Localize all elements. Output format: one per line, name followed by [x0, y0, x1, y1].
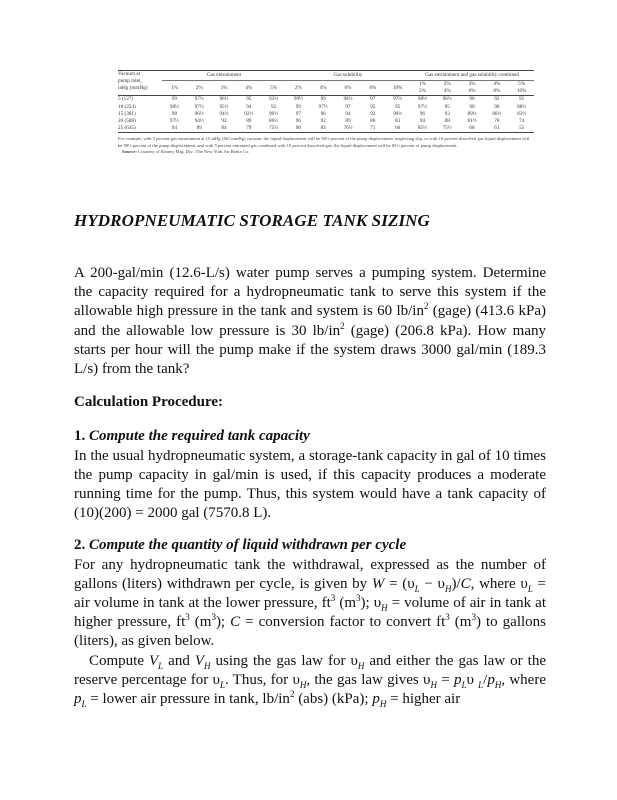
table-body: [118, 96, 534, 133]
value-cell: 93: [444, 110, 450, 117]
value-cell: 75½: [435, 125, 460, 133]
value-cell: 92: [221, 118, 227, 125]
value-cell: 98½: [343, 96, 353, 103]
value-cell: 83: [395, 118, 401, 125]
step-2-title: [74, 536, 546, 555]
value-cell: 96: [320, 110, 326, 117]
problem-statement: A 200-gal/min (12.6-L/s) water pump serves a pumping system. Determine the capacity required for a hydropneumatic tank to serve this system if the allowable high pressure in the tank and system is 60 $lb/in^2$ (gage) (413.6 kPa) and the allowable low pressure is 30 $lb/in^2$ (gage) (206.8 kPa). How many starts per hour will the pump make if the system draws 3000 gal/min (189.3 L/s) from the tank?: [74, 265, 547, 378]
value-cell: 97½: [417, 103, 427, 110]
table-row: [118, 125, 534, 133]
value-cell: 92: [370, 110, 376, 117]
value-cell: 81½: [467, 118, 477, 125]
column-header-row: [118, 81, 534, 96]
vacuum-cell: 20 (508): [118, 118, 136, 125]
value-cell: 79: [236, 125, 261, 133]
section-heading: HYDROPNEUMATIC STORAGE TANK SIZING: [74, 211, 430, 230]
table-footnote: [118, 136, 534, 155]
value-cell: 86½: [269, 118, 279, 125]
step-2-fragment: to gallons (liters), as given below.: [74, 614, 547, 650]
value-cell: 76½: [336, 125, 361, 133]
value-cell: 90½: [393, 110, 403, 117]
value-cell: 89: [187, 125, 212, 133]
column-header: 1% 2%: [410, 81, 435, 96]
value-cell: 94: [246, 103, 252, 110]
value-cell: 89: [246, 118, 252, 125]
step-2-gas-law-text: Compute $V_L$ and $V_H$ using the gas law for $\upsilon_H$ and either the gas law or the reserve percentage for $\upsilon_L$. Thus, for $\upsilon_H$, the gas law gives $\upsilon_H = p_L\upsilon$ $_L/p_H$, where $p_L$ = lower air pressure in tank, $lb/in^2$ (abs) (kPa); $p_H$ = higher air: [74, 652, 546, 710]
step-2-fragment: conversion factor to convert ft: [253, 614, 446, 631]
value-cell: 86½: [492, 110, 502, 117]
value-cell: 74: [519, 118, 525, 125]
column-header: 2%: [187, 81, 212, 96]
table-row: [118, 111, 534, 118]
column-header: 4%: [311, 81, 336, 96]
value-cell: 99½: [293, 96, 303, 103]
step-number: 2.: [74, 537, 89, 554]
value-cell: 92½: [244, 110, 254, 117]
value-cell: 89: [345, 118, 351, 125]
value-cell: 95: [444, 103, 450, 110]
value-cell: 83½: [517, 110, 527, 117]
calculation-procedure-title: Calculation Procedure:: [74, 394, 224, 411]
value-cell: 55: [509, 125, 534, 133]
column-header: 5%: [261, 81, 286, 96]
step-number: 1.: [74, 428, 89, 445]
value-cell: 94½: [194, 118, 204, 125]
value-cell: 84: [212, 125, 237, 133]
value-cell: 88½: [517, 103, 527, 110]
value-cell: 99: [320, 96, 326, 103]
value-cell: 98½: [417, 96, 427, 103]
value-cell: 97: [345, 103, 351, 110]
value-cell: 75½: [261, 125, 286, 133]
column-header: 5% 10%: [509, 81, 534, 96]
step-2-fragment: (abs) (kPa);: [294, 691, 373, 708]
value-cell: 97½: [393, 96, 403, 103]
problem-text: (gage) (413.6 kPa) and the allowable low pressure is 30 lb/in: [74, 303, 547, 339]
vacuum-cell: 15 (381): [118, 110, 136, 117]
vacuum-cell: 5 (127): [118, 96, 134, 103]
value-cell: 98½: [169, 103, 179, 110]
value-cell: 85½: [410, 125, 435, 133]
column-header: 6%: [336, 81, 361, 96]
group-header-combined: Gas entrainment and gas solubility combined: [410, 71, 534, 81]
value-cell: 97½: [318, 103, 328, 110]
vacuum-cell: 25 (635): [118, 125, 162, 133]
step-2-fragment: where: [509, 671, 546, 688]
value-cell: 92: [320, 118, 326, 125]
value-cell: 95½: [219, 103, 229, 110]
value-cell: 90: [494, 103, 500, 110]
vacuum-header: [118, 71, 162, 96]
value-cell: 95: [395, 103, 401, 110]
source-line: [118, 149, 534, 155]
table-row: [118, 118, 534, 125]
value-cell: 95: [370, 103, 376, 110]
table-row: [118, 104, 534, 111]
column-header: 3% 6%: [460, 81, 485, 96]
value-cell: 96½: [219, 96, 229, 103]
gas-table-block: [118, 70, 534, 155]
value-cell: 92: [494, 96, 500, 103]
value-cell: 97: [295, 110, 301, 117]
column-header: 2%: [286, 81, 311, 96]
value-cell: 94: [162, 125, 187, 133]
value-cell: 94: [345, 110, 351, 117]
step-2-fragment: lower air pressure in tank, lb/in: [98, 691, 290, 708]
value-cell: 89½: [467, 110, 477, 117]
value-cell: 94½: [219, 110, 229, 117]
value-cell: 90½: [269, 110, 279, 117]
problem-text: A 200-gal/min (12.6-L/s) water pump serves a pumping system. Determine the capacity required for a hydropneumatic tank to serve this system if the allowable high pressure in the tank and system is 60 lb/in: [74, 265, 546, 320]
source-text: Courtesy of Kinney Mfg. Div., The New York Air Brake Co.: [138, 148, 250, 154]
value-cell: 97: [370, 96, 376, 103]
value-cell: 71: [360, 125, 385, 133]
vacuum-header-line: Vacuum at: [118, 71, 141, 77]
body-text: [74, 264, 546, 709]
value-cell: 93½: [269, 96, 279, 103]
step-2-fragment: using the gas law for: [210, 652, 351, 669]
step-2-fragment: . Thus, for: [224, 671, 293, 688]
value-cell: 96: [295, 118, 301, 125]
step-2-fragment: higher air: [398, 691, 461, 708]
column-header: 4% 8%: [484, 81, 509, 96]
value-cell: 96: [469, 96, 475, 103]
step-2-fragment: , the gas law gives: [306, 671, 424, 688]
value-cell: 99: [295, 103, 301, 110]
step-2-fragment: volume of air in tank at higher pressure, ft: [74, 595, 546, 631]
value-cell: 88: [444, 118, 450, 125]
vacuum-header-line: inHg (mmHg): [118, 85, 148, 92]
value-cell: 96: [419, 110, 426, 117]
vacuum-header-line: pump inlet,: [118, 78, 142, 85]
vacuum-cell: 10 (254): [118, 103, 136, 110]
group-header-entrainment: Gas entrainment: [162, 71, 286, 81]
value-cell: 83: [311, 125, 336, 133]
value-cell: 97½: [169, 118, 179, 125]
value-cell: 92: [270, 103, 277, 110]
value-cell: 95: [246, 96, 252, 103]
column-header: 10%: [385, 81, 410, 96]
value-cell: 96½: [442, 96, 452, 103]
step-title-text: Compute the required tank capacity: [89, 428, 310, 445]
footnote-text: For example, with 5 percent gas entrainment at 15 inHg (381 mmHg) vacuum, the liquid displacement will be 90½ percent of the pump displacement, neglecting slip, or with 10 percent dissolved gas liquid displacement will be 90½ percent of the pump displacement; and with 5 percent entrained gas combined with 10 percent dissolved gas, the liquid displacement will be 83½ percent of pump displacement.: [118, 136, 530, 148]
column-header: 3%: [212, 81, 237, 96]
group-header-solubility: Gas solubility: [286, 71, 410, 81]
value-cell: 66: [385, 125, 410, 133]
step-2-fragment: Compute: [89, 652, 149, 669]
step-2-fragment: and either the gas law or the reserve percentage for: [74, 652, 546, 688]
value-cell: 96½: [194, 110, 204, 117]
value-cell: 91: [519, 96, 525, 103]
table-row: [118, 96, 534, 104]
column-header: 8%: [360, 81, 385, 96]
column-header: 1%: [162, 81, 187, 96]
value-cell: 90: [286, 125, 311, 133]
problem-text: (gage) (206.8 kPa). How many starts per hour will the pump make if the system draws 3000 gal/min (189.3 L/s) from the tank?: [74, 322, 546, 378]
gas-entrainment-table: [118, 70, 534, 133]
step-1-title: [74, 427, 546, 446]
step-1-text: In the usual hydropneumatic system, a storage-tank capacity in gal of 10 times the pump capacity in gal/min is used, if this capacity produces a moderate running time for the pump. Thus, this system would have a tank capacity of (10)(200) = 2000 gal (7570.8 L).: [74, 447, 546, 522]
step-2-fragment: air volume in tank at the lower pressure, ft: [74, 595, 331, 612]
value-cell: 98: [171, 110, 177, 117]
value-cell: 61: [484, 125, 509, 133]
step-2-text: For any hydropneumatic tank the withdrawal, expressed as the number of gallons (liters) withdrawn per cycle, is given by $W = (\upsilon_L - \upsilon_H)/C$, where $\upsilon_L$ = air volume in tank at the lower pressure, $ft^3$ $(m^3)$; $\upsilon_H$ = volume of air in tank at higher pressure, $ft^3$ $(m^3)$; C = conversion factor to convert $ft^3$ $(m^3)$ to gallons (liters), as given below.: [74, 556, 547, 650]
value-cell: 97½: [194, 103, 204, 110]
value-cell: 78: [494, 118, 500, 125]
step-2-fragment: For any hydropneumatic tank the withdrawal, expressed as the number of gallons (liters) withdrawn per cycle, is given by: [74, 556, 546, 592]
value-cell: 68: [460, 125, 485, 133]
source-label: Source:: [122, 148, 137, 154]
value-cell: 94: [419, 118, 426, 125]
value-cell: 97½: [194, 96, 204, 103]
column-header: 4%: [236, 81, 261, 96]
column-header: 2% 4%: [435, 81, 460, 96]
value-cell: 90: [469, 103, 475, 110]
step-title-text: Compute the quantity of liquid withdrawn per cycle: [89, 537, 407, 554]
value-cell: 86: [370, 118, 376, 125]
value-cell: 99: [171, 96, 177, 103]
